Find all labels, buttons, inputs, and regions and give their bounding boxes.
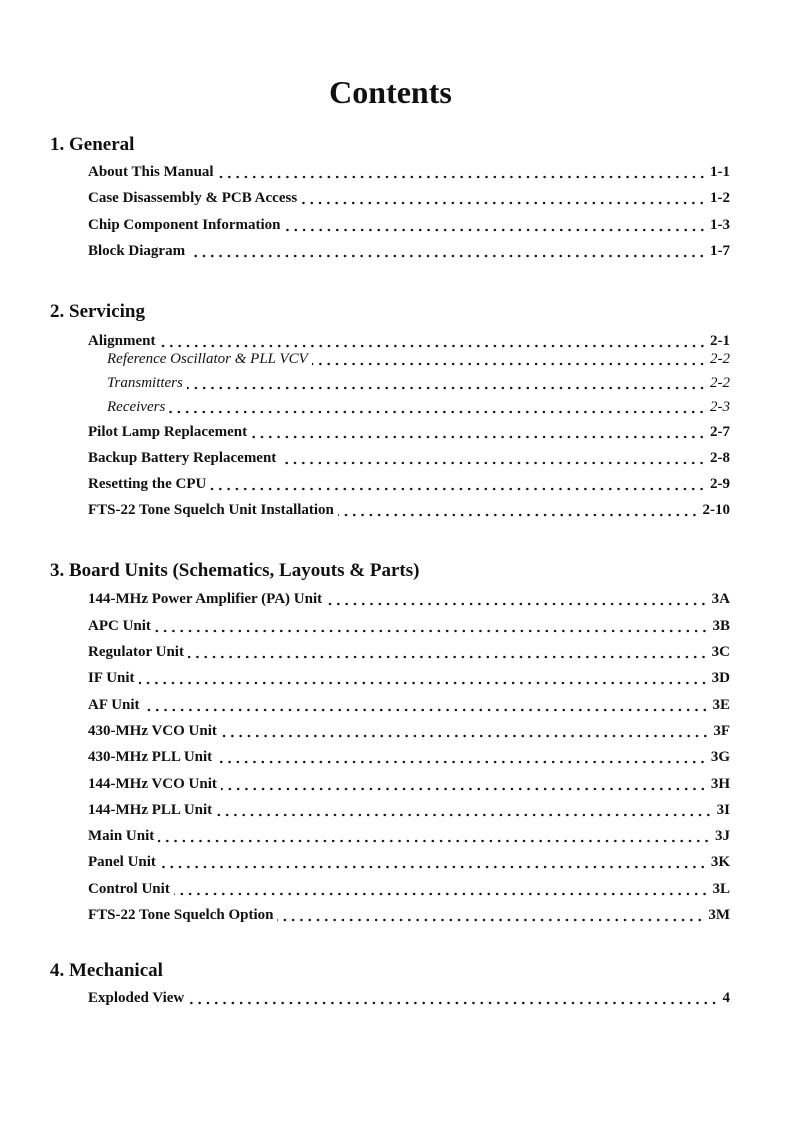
toc-entry-label: 144-MHz VCO Unit — [88, 776, 217, 792]
toc-entry[interactable] — [88, 695, 730, 715]
toc-entry-page: 3G — [710, 749, 730, 765]
toc-entry-page: 2-1 — [710, 333, 730, 349]
toc-entry[interactable] — [88, 988, 730, 1008]
toc-entry[interactable] — [88, 474, 730, 494]
dot-leader — [338, 513, 699, 517]
dot-leader — [221, 787, 707, 791]
toc-entry-page: 2-3 — [710, 399, 730, 415]
toc-entry[interactable] — [107, 349, 730, 369]
toc-entry[interactable] — [88, 331, 730, 351]
toc-entry-page: 2-2 — [710, 375, 730, 391]
section-heading: 2. Servicing — [50, 301, 145, 322]
section-heading: 3. Board Units (Schematics, Layouts & Parts) — [50, 560, 420, 581]
toc-entry-label: Case Disassembly & PCB Access — [88, 190, 298, 206]
toc-entry[interactable] — [88, 589, 730, 609]
toc-entry-label: Block Diagram — [88, 243, 186, 259]
dot-leader — [188, 655, 708, 659]
toc-entry-page: 1-2 — [710, 190, 730, 206]
toc-entry-page: 1-3 — [710, 217, 730, 233]
toc-entry[interactable] — [88, 422, 730, 442]
dot-leader — [251, 435, 706, 439]
toc-entry-page: 3K — [710, 854, 730, 870]
dot-leader — [158, 839, 711, 843]
toc-entry-page: 2-8 — [710, 450, 730, 466]
toc-entry-label: Pilot Lamp Replacement — [88, 424, 248, 440]
toc-entry[interactable] — [88, 448, 730, 468]
toc-entry-label: Regulator Unit — [88, 644, 184, 660]
toc-entry[interactable] — [88, 721, 730, 741]
dot-leader — [188, 1001, 718, 1005]
dot-leader — [174, 892, 709, 896]
toc-entry[interactable] — [107, 397, 730, 417]
section-heading: 4. Mechanical — [50, 960, 163, 981]
dot-leader — [144, 708, 709, 712]
dot-leader — [187, 386, 706, 390]
toc-entry-page: 3B — [712, 618, 730, 634]
toc-entry-page: 3C — [711, 644, 730, 660]
toc-entry-label: Transmitters — [107, 375, 183, 391]
toc-entry[interactable] — [88, 162, 730, 182]
toc-entry-label: Receivers — [107, 399, 166, 415]
toc-entry[interactable] — [88, 616, 730, 636]
dot-leader — [139, 681, 708, 685]
dot-leader — [189, 254, 706, 258]
toc-entry-label: 430-MHz PLL Unit — [88, 749, 213, 765]
dot-leader — [301, 201, 706, 205]
toc-entry-page: 2-9 — [710, 476, 730, 492]
dot-leader — [169, 410, 706, 414]
toc-entry-label: Control Unit — [88, 881, 170, 897]
toc-entry[interactable] — [88, 500, 730, 520]
toc-entry-page: 2-10 — [702, 502, 730, 518]
toc-entry[interactable] — [88, 747, 730, 767]
dot-leader — [160, 865, 707, 869]
toc-entry-page: 3E — [712, 697, 730, 713]
toc-entry[interactable] — [88, 905, 730, 925]
dot-leader — [221, 734, 709, 738]
toc-entry-page: 3F — [713, 723, 730, 739]
toc-entry[interactable] — [88, 668, 730, 688]
toc-entry-page: 1-7 — [710, 243, 730, 259]
dot-leader — [216, 760, 707, 764]
toc-entry[interactable] — [88, 188, 730, 208]
toc-entry-label: Alignment — [88, 333, 156, 349]
toc-entry-label: Panel Unit — [88, 854, 156, 870]
toc-entry-label: Reference Oscillator & PLL VCV — [107, 351, 308, 367]
toc-entry-page: 3L — [712, 881, 730, 897]
toc-entry-label: 144-MHz PLL Unit — [88, 802, 213, 818]
dot-leader — [216, 813, 712, 817]
toc-entry-label: Main Unit — [88, 828, 155, 844]
toc-entry-page: 3I — [716, 802, 730, 818]
toc-entry[interactable] — [88, 642, 730, 662]
page-title: Contents — [329, 74, 452, 110]
toc-entry[interactable] — [88, 826, 730, 846]
toc-entry-label: Resetting the CPU — [88, 476, 207, 492]
toc-entry[interactable] — [88, 800, 730, 820]
dot-leader — [285, 228, 706, 232]
toc-entry-label: Backup Battery Replacement — [88, 450, 277, 466]
section-heading: 1. General — [50, 134, 135, 155]
toc-entry-page: 1-1 — [710, 164, 730, 180]
toc-entry-page: 2-2 — [710, 351, 730, 367]
toc-entry[interactable] — [88, 241, 730, 261]
toc-entry-page: 3D — [711, 670, 730, 686]
toc-entry-label: AF Unit — [88, 697, 140, 713]
toc-entry-page: 2-7 — [710, 424, 730, 440]
toc-entry-label: Exploded View — [88, 990, 185, 1006]
toc-entry[interactable] — [107, 373, 730, 393]
dot-leader — [312, 362, 706, 366]
toc-entry-page: 3M — [708, 907, 730, 923]
toc-entry[interactable] — [88, 852, 730, 872]
dot-leader — [218, 175, 706, 179]
dot-leader — [155, 629, 709, 633]
toc-entry[interactable] — [88, 215, 730, 235]
toc-entry-page: 3A — [711, 591, 730, 607]
toc-entry-label: FTS-22 Tone Squelch Option — [88, 907, 274, 923]
toc-entry-page: 3H — [710, 776, 730, 792]
toc-entry-label: About This Manual — [88, 164, 214, 180]
toc-entry-page: 3J — [715, 828, 730, 844]
dot-leader — [277, 918, 704, 922]
toc-entry-label: IF Unit — [88, 670, 135, 686]
toc-entry-label: APC Unit — [88, 618, 151, 634]
dot-leader — [326, 602, 708, 606]
dot-leader — [280, 461, 706, 465]
toc-entry-label: 144-MHz Power Amplifier (PA) Unit — [88, 591, 323, 607]
toc-entry-label: 430-MHz VCO Unit — [88, 723, 217, 739]
dot-leader — [160, 344, 707, 348]
toc-entry[interactable] — [88, 774, 730, 794]
dot-leader — [210, 487, 706, 491]
toc-entry[interactable] — [88, 879, 730, 899]
toc-entry-page: 4 — [722, 990, 730, 1006]
toc-entry-label: FTS-22 Tone Squelch Unit Installation — [88, 502, 334, 518]
toc-entry-label: Chip Component Information — [88, 217, 281, 233]
